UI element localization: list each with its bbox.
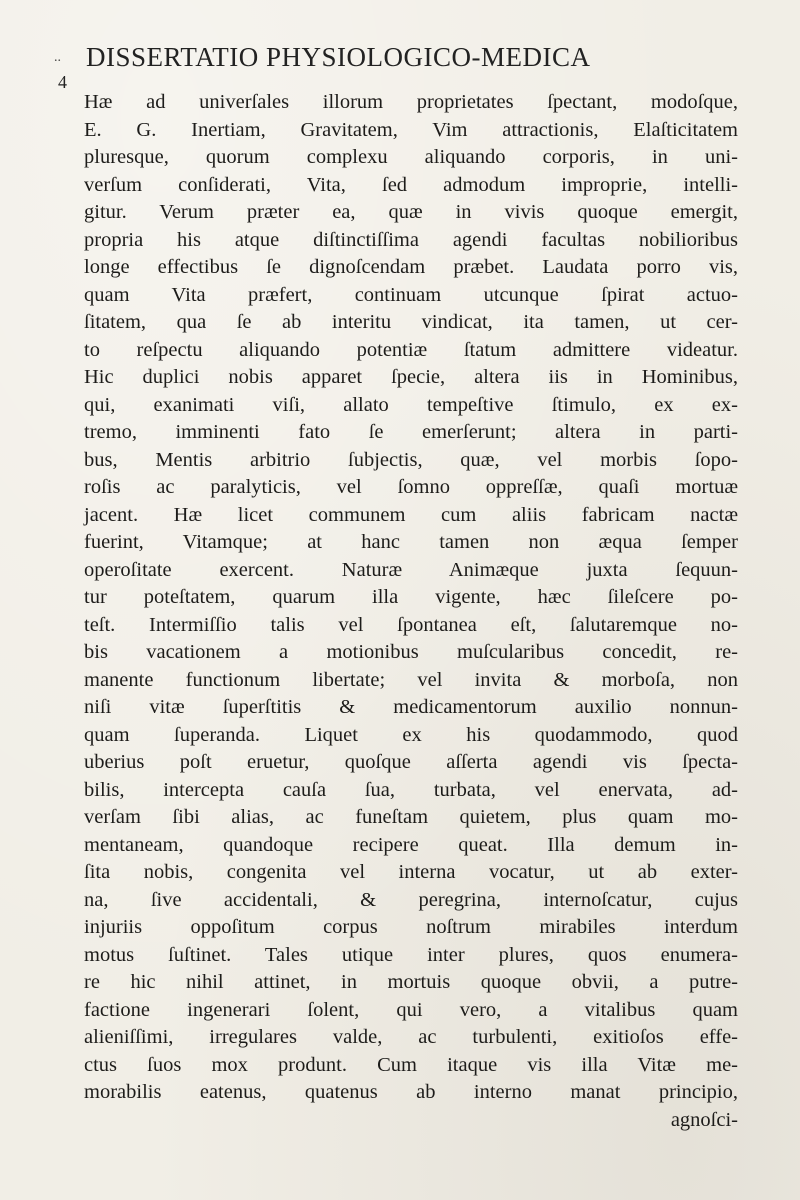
text-line: pluresque, quorum complexu aliquando corporis, in uni-: [84, 146, 738, 168]
text-line: morabilis eatenus, quatenus ab interno manat principio,: [84, 1081, 738, 1103]
text-line: tremo, imminenti fato ſe emerſerunt; altera in parti-: [84, 421, 738, 443]
catchword: agnoſci-: [670, 1108, 738, 1131]
text-line: longe effectibus ſe dignoſcendam præbet. Laudata porro vis,: [84, 256, 738, 278]
margin-mark: ..: [54, 50, 61, 65]
running-head: DISSERTATIO PHYSIOLOGICO-MEDICA: [86, 42, 591, 72]
text-line: propria his atque diſtinctiſſima agendi facultas nobilioribus: [84, 228, 738, 251]
text-line: jacent. Hæ licet communem cum aliis fabricam nactæ: [84, 503, 738, 526]
text-line: qui, exanimati viſi, allato tempeſtive ſtimulo, ex ex-: [84, 393, 738, 416]
text-line: motus ſuſtinet. Tales utique inter plures, quos enumera-: [84, 943, 738, 966]
text-line: mentaneam, quandoque recipere queat. Illa demum in-: [84, 833, 738, 856]
text-line: ſitatem, qua ſe ab interitu vindicat, ita tamen, ut cer-: [84, 311, 738, 333]
text-line: bis vacationem a motionibus muſcularibus concedit, re-: [84, 641, 738, 663]
body-text: [84, 89, 738, 1134]
text-line: Hæ ad univerſales illorum proprietates ſpectant, modoſque,: [84, 91, 738, 113]
text-line: niſi vitæ ſuperſtitis & medicamentorum auxilio nonnun-: [84, 696, 738, 718]
text-line: quam Vita præfert, continuam utcunque ſpirat actuo-: [84, 283, 738, 306]
text-line: teſt. Intermiſſio talis vel ſpontanea eſt, ſalutaremque no-: [84, 613, 738, 636]
text-line: alieniſſimi, irregulares valde, ac turbulenti, exitioſos effe-: [84, 1026, 738, 1048]
text-line: fuerint, Vitamque; at hanc tamen non æqua ſemper: [84, 531, 738, 553]
text-line: factione ingenerari ſolent, qui vero, a vitalibus quam: [84, 998, 738, 1021]
text-line: verſum conſiderati, Vita, ſed admodum improprie, intelli-: [84, 173, 738, 196]
text-line: to reſpectu aliquando potentiæ ſtatum admittere videatur.: [84, 338, 738, 361]
text-line: uberius poſt eruetur, quoſque aſſerta agendi vis ſpecta-: [84, 751, 738, 773]
text-line: na, ſive accidentali, & peregrina, internoſcatur, cujus: [84, 888, 738, 911]
text-line: bus, Mentis arbitrio ſubjectis, quæ, vel morbis ſopo-: [84, 448, 738, 471]
text-line: gitur. Verum præter ea, quæ in vivis quoque emergit,: [84, 201, 738, 223]
text-line: manente functionum libertate; vel invita & morboſa, non: [84, 668, 738, 691]
text-line: ctus ſuos mox produnt. Cum itaque vis illa Vitæ me-: [84, 1053, 738, 1076]
page-number: 4: [58, 72, 67, 92]
text-line: Hic duplici nobis apparet ſpecie, altera iis in Hominibus,: [84, 366, 738, 388]
text-line: roſis ac paralyticis, vel ſomno oppreſſæ, quaſi mortuæ: [84, 476, 738, 498]
text-line: tur poteſtatem, quarum illa vigente, hæc ſileſcere po-: [84, 586, 738, 608]
text-line: injuriis oppoſitum corpus noſtrum mirabiles interdum: [84, 916, 738, 938]
text-line: operoſitate exercent. Naturæ Animæque juxta ſequun-: [84, 558, 738, 581]
text-line: E. G. Inertiam, Gravitatem, Vim attractionis, Elaſticitatem: [84, 118, 738, 141]
text-line: quam ſuperanda. Liquet ex his quodammodo, quod: [84, 723, 738, 746]
text-line: verſam ſibi alias, ac funeſtam quietem, plus quam mo-: [84, 806, 738, 828]
text-line: bilis, intercepta cauſa ſua, turbata, vel enervata, ad-: [84, 778, 738, 801]
text-line: ſita nobis, congenita vel interna vocatur, ut ab exter-: [84, 861, 738, 883]
text-line: re hic nihil attinet, in mortuis quoque obvii, a putre-: [84, 971, 738, 993]
